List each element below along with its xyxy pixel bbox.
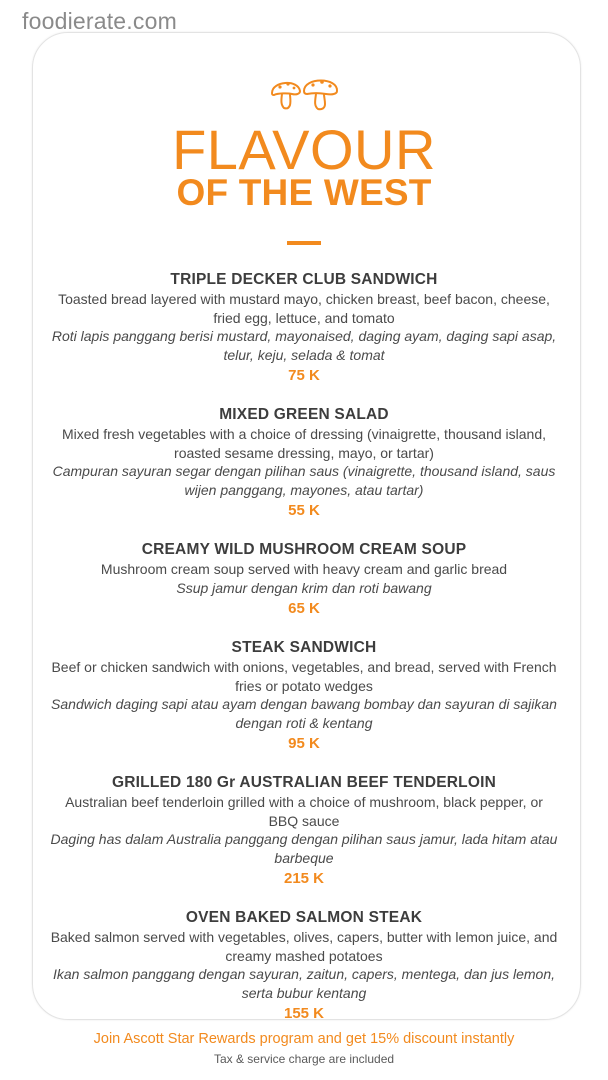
item-description-indonesian: Roti lapis panggang berisi mustard, mayonaised, daging ayam, daging sapi asap, telur, keju, selada & tomat (51, 328, 557, 363)
tax-note: Tax & service charge are included (213, 1052, 395, 1066)
mushrooms-icon (268, 73, 340, 113)
item-description: Beef or chicken sandwich with onions, vegetables, and bread, served with French fries or potato wedges (51, 659, 557, 694)
menu-item (50, 405, 558, 522)
item-price: 65 K (288, 600, 320, 617)
item-name: CREAMY WILD MUSHROOM CREAM SOUP (141, 541, 467, 558)
menu-item (50, 540, 558, 620)
item-description-indonesian: Ssup jamur dengan krim dan roti bawang (176, 579, 432, 596)
rewards-promo: Join Ascott Star Rewards program and get 15% discount instantly (93, 1031, 515, 1047)
item-description-indonesian: Sandwich daging sapi atau ayam dengan bawang bombay dan sayuran di sajikan dengan roti & kentang (51, 696, 557, 731)
item-description-indonesian: Daging has dalam Australia panggang dengan pilihan saus jamur, lada hitam atau barbeque (50, 831, 558, 866)
item-name: STEAK SANDWICH (231, 639, 377, 656)
title-line-2: OF THE WEST (176, 172, 432, 213)
item-description-indonesian: Ikan salmon panggang dengan sayuran, zaitun, capers, mentega, dan jus lemon, serta bubur kentang (53, 966, 555, 1001)
item-price: 95 K (288, 735, 320, 752)
item-price: 155 K (283, 1005, 325, 1022)
item-description: Mixed fresh vegetables with a choice of dressing (vinaigrette, thousand island, roasted sesame dressing, mayo, or tartar) (61, 426, 547, 461)
menu-item (50, 773, 558, 890)
item-price: 55 K (288, 502, 320, 519)
item-name: GRILLED 180 Gr AUSTRALIAN BEEF TENDERLOIN (112, 774, 496, 791)
item-description: Baked salmon served with vegetables, olives, capers, butter with lemon juice, and creamy mashed potatoes (50, 929, 558, 964)
item-description: Toasted bread layered with mustard mayo, chicken breast, beef bacon, cheese, fried egg, lettuce, and tomato (58, 291, 550, 326)
item-price: 215 K (283, 870, 325, 887)
item-name: OVEN BAKED SALMON STEAK (185, 909, 423, 926)
menu-item (50, 270, 558, 387)
menu-item (50, 638, 558, 755)
item-price: 75 K (288, 367, 320, 384)
item-description-indonesian: Campuran sayuran segar dengan pilihan saus (vinaigrette, thousand island, saus wijen panggang, mayones, atau tartar) (52, 463, 556, 498)
item-description: Australian beef tenderloin grilled with a choice of mushroom, black pepper, or BBQ sauce (65, 794, 543, 829)
menu-item (50, 908, 558, 1025)
item-description: Mushroom cream soup served with heavy cream and garlic bread (100, 561, 508, 577)
item-name: TRIPLE DECKER CLUB SANDWICH (170, 271, 438, 288)
watermark: foodierate.com (22, 8, 177, 34)
menu-items (50, 270, 558, 1043)
title-divider (287, 241, 321, 245)
item-name: MIXED GREEN SALAD (219, 406, 389, 423)
title-line-1: FLAVOUR (172, 118, 436, 181)
